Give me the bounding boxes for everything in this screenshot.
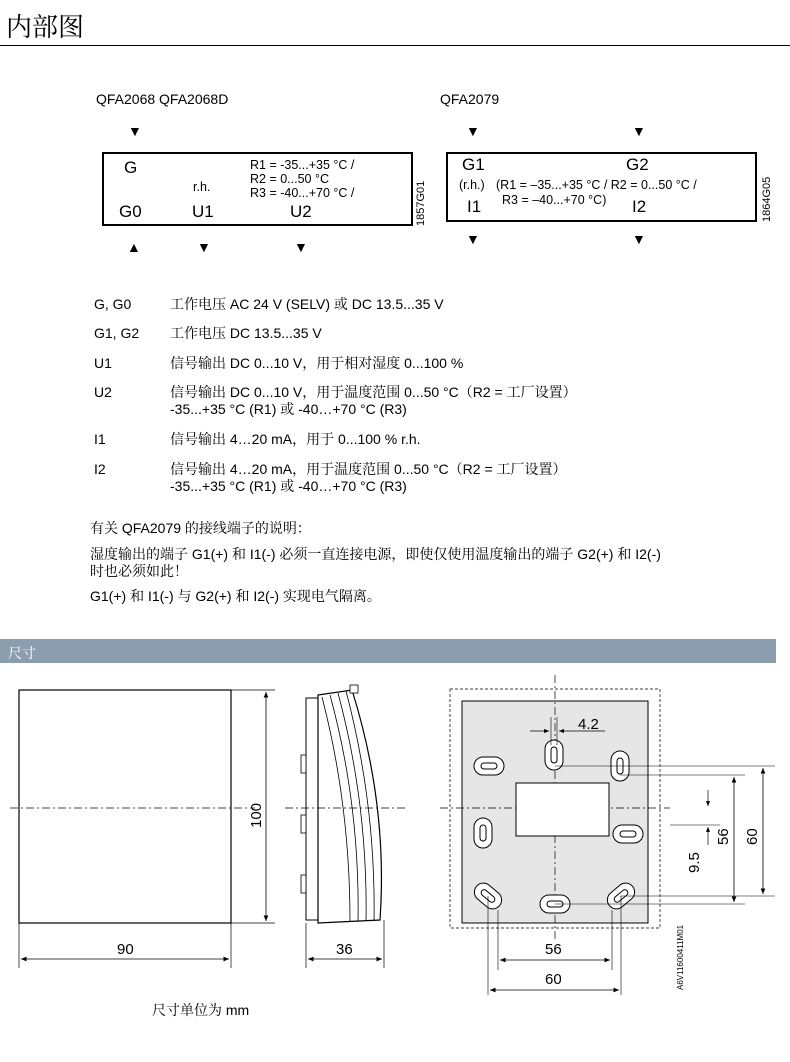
rh-label: (r.h.) <box>459 178 485 192</box>
unit-note: 尺寸单位为 mm <box>152 1002 250 1018</box>
note-para1: 湿度输出的端子 G1(+) 和 I1(-) 必须一直连接电源，即使仅使用温度输出的端子 G2(+) 和 I2(-) <box>90 546 661 562</box>
legend-desc: 信号输出 4…20 mA，用于温度范围 0...50 °C（R2 = 工厂设置） <box>170 461 567 477</box>
legend-label: I1 <box>94 431 106 447</box>
dim-offset-9-5: 9.5 <box>686 852 703 873</box>
dim-horizontal-60: 60 <box>545 971 562 988</box>
right-model-label: QFA2079 <box>440 91 500 107</box>
section-header-bar <box>0 639 776 663</box>
arrow-down-icon: ▼ <box>632 231 646 247</box>
arrow-down-icon: ▼ <box>632 123 646 139</box>
right-diagram-code: 1864G05 <box>761 176 773 222</box>
legend-desc: 信号输出 DC 0...10 V，用于相对湿度 0...100 % <box>170 355 464 371</box>
drawing-code: A6V11600411M01 <box>676 924 685 990</box>
dim-front-width: 90 <box>117 941 134 958</box>
range-r3: R3 = -40...+70 °C / <box>250 186 355 200</box>
legend-desc: 工作电压 AC 24 V (SELV) 或 DC 13.5...35 V <box>170 296 444 312</box>
dim-vertical-56: 56 <box>715 828 732 845</box>
range-r1: R1 = -35...+35 °C / <box>250 158 355 172</box>
left-diagram-code: 1857G01 <box>415 180 427 226</box>
dim-hole-small: 4.2 <box>578 716 599 733</box>
dim-side-depth: 36 <box>336 941 353 958</box>
terminal-g1: G1 <box>462 155 485 174</box>
left-model-label: QFA2068 QFA2068D <box>96 91 229 107</box>
legend-desc: 信号输出 DC 0...10 V，用于温度范围 0...50 °C（R2 = 工厂设置） <box>170 384 577 400</box>
arrow-down-icon: ▼ <box>466 123 480 139</box>
note-para1-cont: 时也必须如此！ <box>90 563 188 579</box>
legend-label: I2 <box>94 461 106 477</box>
note-intro: 有关 QFA2079 的接线端子的说明： <box>90 520 311 536</box>
arrow-down-icon: ▼ <box>197 239 211 255</box>
arrow-down-icon: ▼ <box>128 123 142 139</box>
range-r2: R2 = 0...50 °C <box>250 172 329 186</box>
dim-horizontal-56: 56 <box>545 941 562 958</box>
side-view <box>285 685 405 968</box>
arrow-down-icon: ▼ <box>294 239 308 255</box>
legend-label: U2 <box>94 384 112 400</box>
dim-vertical-60: 60 <box>744 828 761 845</box>
range-line1: (R1 = –35...+35 °C / R2 = 0...50 °C / <box>496 178 697 192</box>
front-view <box>10 690 275 968</box>
title-divider <box>0 45 790 46</box>
terminal-i2: I2 <box>632 197 647 216</box>
legend-desc: 工作电压 DC 13.5...35 V <box>170 325 322 341</box>
legend-label: U1 <box>94 355 112 371</box>
terminal-g0: G0 <box>119 202 142 221</box>
range-line2: R3 = –40...+70 °C) <box>502 193 607 207</box>
legend-label: G, G0 <box>94 296 132 312</box>
section-title: 尺寸 <box>8 645 36 661</box>
legend-label: G1, G2 <box>94 325 140 341</box>
note-para2: G1(+) 和 I1(-) 与 G2(+) 和 I2(-) 实现电气隔离。 <box>90 588 381 604</box>
legend-desc-cont: -35...+35 °C (R1) 或 -40…+70 °C (R3) <box>170 401 407 417</box>
terminal-u2: U2 <box>290 202 312 221</box>
terminal-i1: I1 <box>467 197 482 216</box>
terminal-g2: G2 <box>626 155 649 174</box>
terminal-g: G <box>124 158 138 177</box>
arrow-up-icon: ▲ <box>127 239 141 255</box>
page-title: 内部图 <box>6 12 85 42</box>
rh-label: r.h. <box>193 180 211 194</box>
arrow-down-icon: ▼ <box>466 231 480 247</box>
dim-front-height: 100 <box>248 802 265 828</box>
legend-desc-cont: -35...+35 °C (R1) 或 -40…+70 °C (R3) <box>170 478 407 494</box>
terminal-u1: U1 <box>192 202 214 221</box>
legend-desc: 信号输出 4…20 mA，用于 0...100 % r.h. <box>170 431 421 447</box>
